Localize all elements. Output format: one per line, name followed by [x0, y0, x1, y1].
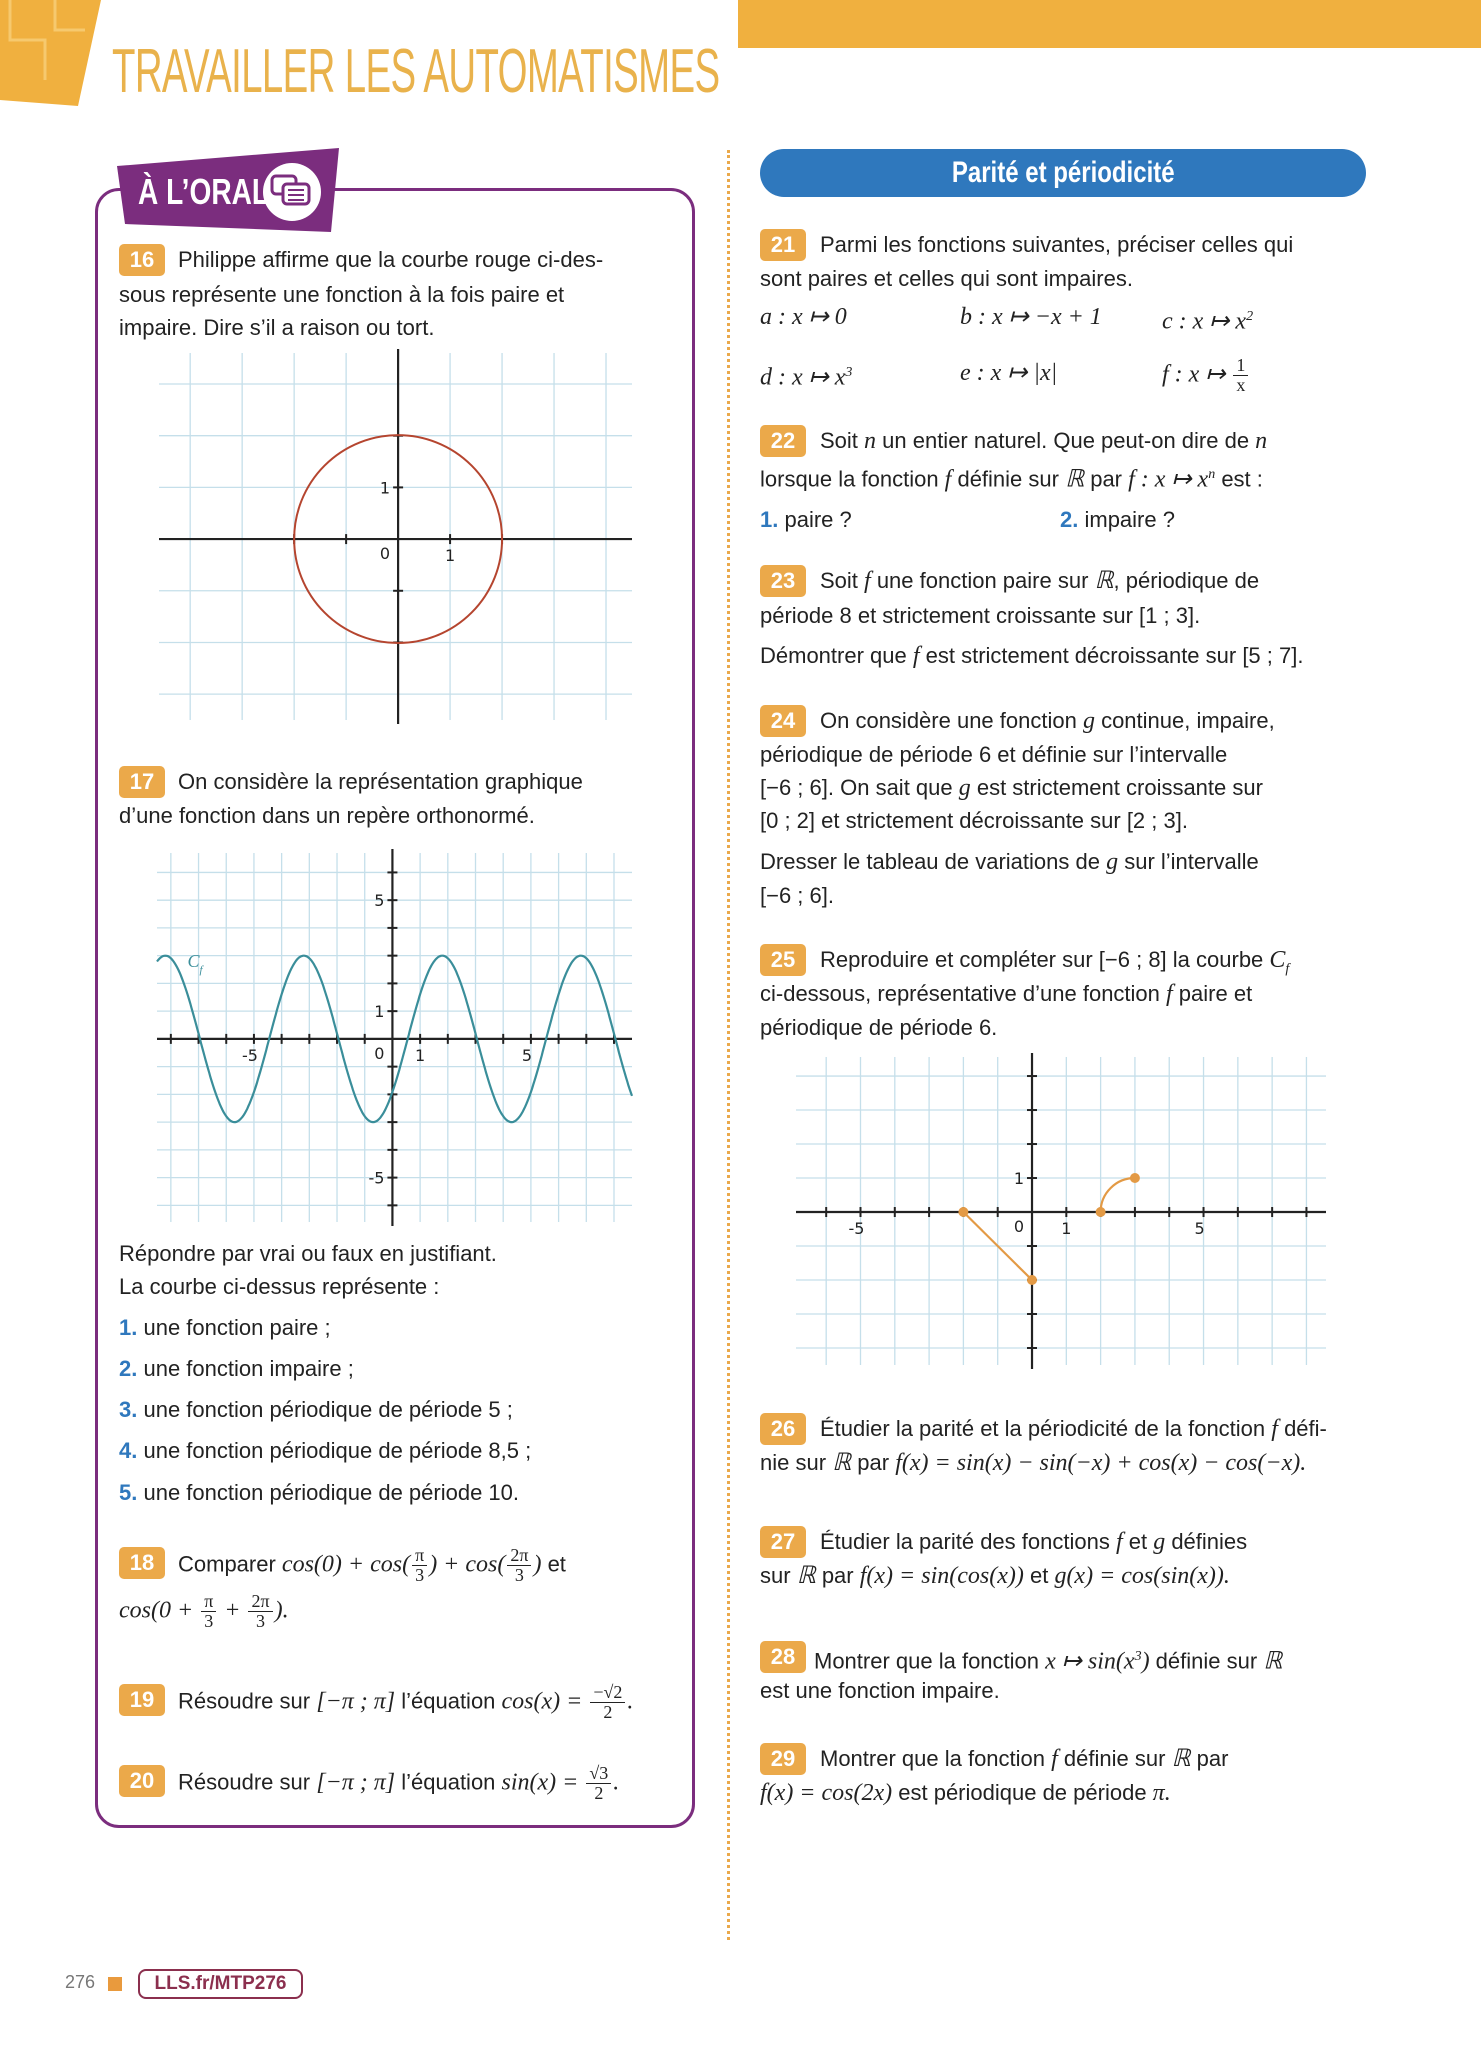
math-segment: ).	[274, 1597, 289, 1624]
item-number: 3.	[119, 1397, 138, 1422]
math-segment: b : x ↦ −x + 1	[960, 304, 1102, 330]
x-tick-label: 1	[444, 546, 456, 566]
numerator: π	[201, 1592, 216, 1612]
numerator: −√2	[590, 1683, 625, 1703]
text-segment: lorsque la fonction	[760, 466, 945, 492]
x-tick-label: -5	[848, 1219, 865, 1239]
exercise-number: 16	[119, 244, 165, 276]
page-title: TRAVAILLER LES AUTOMATISMES	[112, 37, 720, 106]
math-segment: g(x) = cos(sin(x)).	[1054, 1563, 1230, 1589]
x-tick-label: 1	[415, 1045, 426, 1065]
item-number: 1.	[119, 1315, 138, 1340]
exercise-number: 17	[119, 766, 165, 798]
text-segment: périodique de période 6 et définie sur l’intervalle	[760, 742, 1228, 767]
superscript: 3	[1134, 1649, 1142, 1664]
denominator: 2	[594, 1783, 604, 1803]
exercise-number: 19	[119, 1684, 165, 1716]
exercise-number: 22	[760, 425, 806, 457]
exercise-number: 25	[760, 944, 806, 976]
math-segment: g	[958, 775, 971, 801]
math-segment: cos(0) + cos	[281, 1551, 403, 1578]
text-segment: par	[1190, 1746, 1229, 1771]
math-segment: f : x ↦ x	[1128, 466, 1209, 493]
item-number: 2.	[119, 1356, 138, 1381]
text-segment: paire et	[1172, 981, 1253, 1006]
text-segment: Reproduire et compléter sur [−6 ; 8] la courbe	[820, 947, 1270, 972]
origin-label: 0	[1013, 1217, 1025, 1237]
text-segment: Étudier la parité et la périodicité de la fonction	[820, 1416, 1272, 1441]
curve-point	[958, 1207, 968, 1217]
math-segment: [−π ; π]	[316, 1769, 396, 1796]
text-segment: par	[851, 1450, 896, 1475]
exercise-number: 18	[119, 1547, 165, 1579]
math-segment: .	[613, 1769, 620, 1796]
item-text: une fonction périodique de période 10.	[143, 1480, 519, 1505]
math-segment: f	[1271, 1416, 1278, 1442]
y-tick-label: 1	[379, 478, 391, 498]
text-segment: sont paires et celles qui sont impaires.	[760, 266, 1133, 291]
x-tick-label: 5	[1194, 1219, 1205, 1239]
text-segment: Résoudre sur	[178, 1769, 317, 1795]
math-segment: g	[1082, 708, 1095, 734]
text-segment: sous représente une fonction à la fois paire et	[119, 282, 565, 307]
math-segment: f	[864, 568, 871, 594]
item-text: impaire ?	[1084, 507, 1175, 532]
text-segment: et	[1122, 1529, 1154, 1554]
math-segment: n	[864, 428, 877, 454]
exercise-number: 20	[119, 1765, 165, 1797]
exercise-text	[760, 1776, 1171, 1810]
math-segment: f	[944, 466, 952, 493]
math-segment: ℝ	[1065, 466, 1085, 493]
exercise-number: 27	[760, 1526, 806, 1558]
text-segment: un entier naturel. Que peut-on dire de	[876, 428, 1256, 453]
denominator: 3	[256, 1611, 266, 1631]
item-number: 5.	[119, 1480, 138, 1505]
text-segment: est une fonction impaire.	[760, 1678, 1000, 1703]
math-segment: ℝ	[1171, 1746, 1191, 1772]
math-segment: f : x ↦	[1162, 361, 1232, 388]
math-segment: g	[1106, 849, 1119, 875]
math-segment: f(x) = cos(2x)	[760, 1780, 893, 1806]
x-tick-label: -5	[241, 1045, 258, 1065]
exercise-text	[760, 1446, 1306, 1480]
text-segment: définie sur	[1149, 1648, 1264, 1674]
text-segment: ci-dessous, représentative d’une fonction	[760, 981, 1167, 1006]
exercise-text	[820, 1525, 1247, 1559]
math-segment: [−π ; π]	[316, 1688, 396, 1715]
math-segment: +	[218, 1597, 247, 1624]
denominator: x	[1236, 375, 1246, 395]
text-segment: continue, impaire,	[1094, 708, 1275, 733]
text-segment: impaire. Dire s’il a raison ou tort.	[119, 315, 435, 340]
text-segment: l’équation	[395, 1688, 502, 1714]
item-number: 4.	[119, 1438, 138, 1463]
item-number: 1.	[760, 507, 779, 532]
numerator: 2π	[248, 1592, 272, 1612]
math-segment: f	[1115, 1529, 1123, 1555]
curve-label-subscript: f	[199, 963, 203, 976]
text-segment: Montrer que la fonction	[814, 1648, 1046, 1674]
math-segment: (	[402, 1551, 411, 1578]
text-segment: période 8 et strictement croissante sur [1 ; 3].	[760, 603, 1201, 628]
curve-point	[1130, 1173, 1140, 1183]
text-segment: est périodique de période	[892, 1780, 1153, 1805]
item-number: 2.	[1060, 507, 1079, 532]
math-segment: e : x ↦ |x|	[960, 360, 1058, 386]
math-segment: d : x ↦ x	[760, 364, 846, 391]
text-segment: et	[541, 1551, 566, 1577]
math-segment: a : x ↦ 0	[760, 304, 847, 330]
exercise-number: 21	[760, 229, 806, 261]
exercise-number: 26	[760, 1413, 806, 1445]
text-segment: par	[815, 1563, 860, 1588]
text-segment: [−6 ; 6].	[760, 883, 834, 908]
text-segment: et	[1023, 1563, 1055, 1588]
text-segment: sur	[760, 1563, 797, 1588]
math-segment: f	[1051, 1746, 1058, 1772]
text-segment: Dresser le tableau de variations de	[760, 849, 1107, 874]
math-segment: f(x) = sin(cos(x))	[859, 1563, 1024, 1589]
text-segment: Comparer	[178, 1551, 282, 1577]
item-text: une fonction périodique de période 5 ;	[143, 1397, 513, 1422]
y-tick-label: -5	[368, 1168, 385, 1188]
math-segment: f	[1166, 981, 1173, 1007]
exercise-text	[760, 1674, 1000, 1708]
curve-arc	[1101, 1178, 1135, 1212]
curve-point	[1027, 1275, 1037, 1285]
text-segment: Parmi les fonctions suivantes, préciser celles qui	[820, 232, 1294, 257]
math-segment: cos(x) =	[501, 1688, 589, 1715]
math-segment: n	[1255, 428, 1268, 454]
exercise-number: 24	[760, 705, 806, 737]
item-text: une fonction impaire ;	[143, 1356, 354, 1381]
curve-point	[1096, 1207, 1106, 1217]
text-segment: Étudier la parité des fonctions	[820, 1529, 1116, 1554]
denominator: 3	[415, 1565, 425, 1585]
item-text: paire ?	[784, 507, 852, 532]
superscript: 3	[845, 365, 853, 380]
exercise-text	[820, 1412, 1327, 1446]
text-segment: définie sur	[951, 466, 1066, 492]
text-segment: Philippe affirme que la courbe rouge ci-des-	[178, 247, 604, 272]
numerator: √3	[586, 1764, 611, 1784]
item-text: une fonction paire ;	[143, 1315, 331, 1340]
curve-label: C	[187, 950, 200, 971]
math-segment: sin(x) =	[501, 1769, 585, 1796]
text-segment: [−6 ; 6]. On sait que	[760, 775, 959, 800]
math-segment: f(x) = sin(x) − sin(−x) + cos(x) − cos(−x).	[895, 1450, 1307, 1476]
text-segment: Montrer que la fonction	[820, 1746, 1052, 1771]
superscript: 2	[1246, 309, 1254, 324]
text-segment: Répondre par vrai ou faux en justifiant.	[119, 1241, 497, 1266]
subscript: f	[1285, 961, 1290, 977]
text-segment: , périodique de	[1113, 568, 1260, 593]
numerator: π	[412, 1546, 427, 1566]
resource-link[interactable]: LLS.fr/MTP276	[138, 1969, 303, 1999]
math-segment: c : x ↦ x	[1162, 308, 1247, 335]
math-segment: )	[1141, 1648, 1150, 1675]
x-tick-label: 1	[1061, 1219, 1072, 1239]
exercise-number: 28	[760, 1641, 806, 1673]
exercise-number: 23	[760, 565, 806, 597]
origin-label: 0	[374, 1043, 385, 1063]
math-segment: ℝ	[832, 1450, 852, 1476]
math-segment: x ↦ sin(x	[1045, 1648, 1135, 1675]
math-segment: cos(0 +	[119, 1597, 200, 1624]
text-segment: défi-	[1277, 1416, 1327, 1441]
text-segment: définies	[1165, 1529, 1248, 1554]
math-segment: g	[1153, 1529, 1166, 1555]
math-segment: f	[912, 643, 920, 669]
text-segment: définie sur	[1057, 1746, 1172, 1771]
exercise-text	[820, 1742, 1228, 1776]
text-segment: Démontrer que	[760, 643, 913, 668]
numerator: 1	[1233, 356, 1248, 376]
math-segment: ℝ	[1263, 1648, 1283, 1675]
y-tick-label: 5	[374, 891, 385, 911]
text-segment: périodique de période 6.	[760, 1015, 998, 1040]
math-segment: ) + cos(	[429, 1551, 506, 1578]
exercise-number: 29	[760, 1743, 806, 1775]
denominator: 3	[204, 1611, 214, 1631]
text-segment: une fonction paire sur	[870, 568, 1095, 593]
text-segment: par	[1084, 466, 1129, 492]
text-segment: est strictement croissante sur	[970, 775, 1263, 800]
math-segment: )	[533, 1551, 542, 1578]
oral-label: À L’ORAL	[138, 171, 270, 212]
math-segment: π.	[1152, 1780, 1171, 1806]
text-segment: On considère une fonction	[820, 708, 1083, 733]
text-segment: l’équation	[395, 1769, 502, 1795]
numerator: 2π	[507, 1546, 531, 1566]
text-segment: d’une fonction dans un repère orthonormé.	[119, 803, 535, 828]
origin-label: 0	[379, 544, 391, 564]
x-tick-label: 5	[521, 1045, 533, 1065]
denominator: 3	[514, 1565, 524, 1585]
text-segment: est strictement décroissante sur [5 ; 7].	[919, 643, 1304, 668]
text-segment: La courbe ci-dessus représente :	[119, 1274, 440, 1299]
footer-square-icon	[108, 1977, 122, 1991]
page-number: 276	[65, 1972, 96, 1992]
text-segment: On considère la représentation graphique	[178, 769, 583, 794]
math-segment: .	[627, 1688, 634, 1715]
exercise-text	[760, 1559, 1230, 1593]
denominator: 2	[603, 1702, 613, 1722]
section-title: Parité et périodicité	[951, 156, 1175, 189]
y-tick-label: 1	[1013, 1169, 1025, 1189]
text-segment: est :	[1215, 466, 1263, 492]
math-segment: ℝ	[1094, 568, 1114, 594]
text-segment: sur l’intervalle	[1118, 849, 1259, 874]
item-text: une fonction périodique de période 8,5 ;	[143, 1438, 532, 1463]
text-segment: nie sur	[760, 1450, 833, 1475]
text-segment: Soit	[820, 428, 865, 453]
superscript: n	[1208, 467, 1216, 482]
exercise-text	[814, 1640, 1282, 1674]
text-segment: Soit	[820, 568, 865, 593]
text-segment: [0 ; 2] et strictement décroissante sur [2 ; 3].	[760, 808, 1188, 833]
text-segment: Résoudre sur	[178, 1688, 317, 1714]
y-tick-label: 1	[374, 1002, 385, 1022]
math-segment: C	[1269, 947, 1286, 973]
math-segment: ℝ	[796, 1563, 816, 1589]
